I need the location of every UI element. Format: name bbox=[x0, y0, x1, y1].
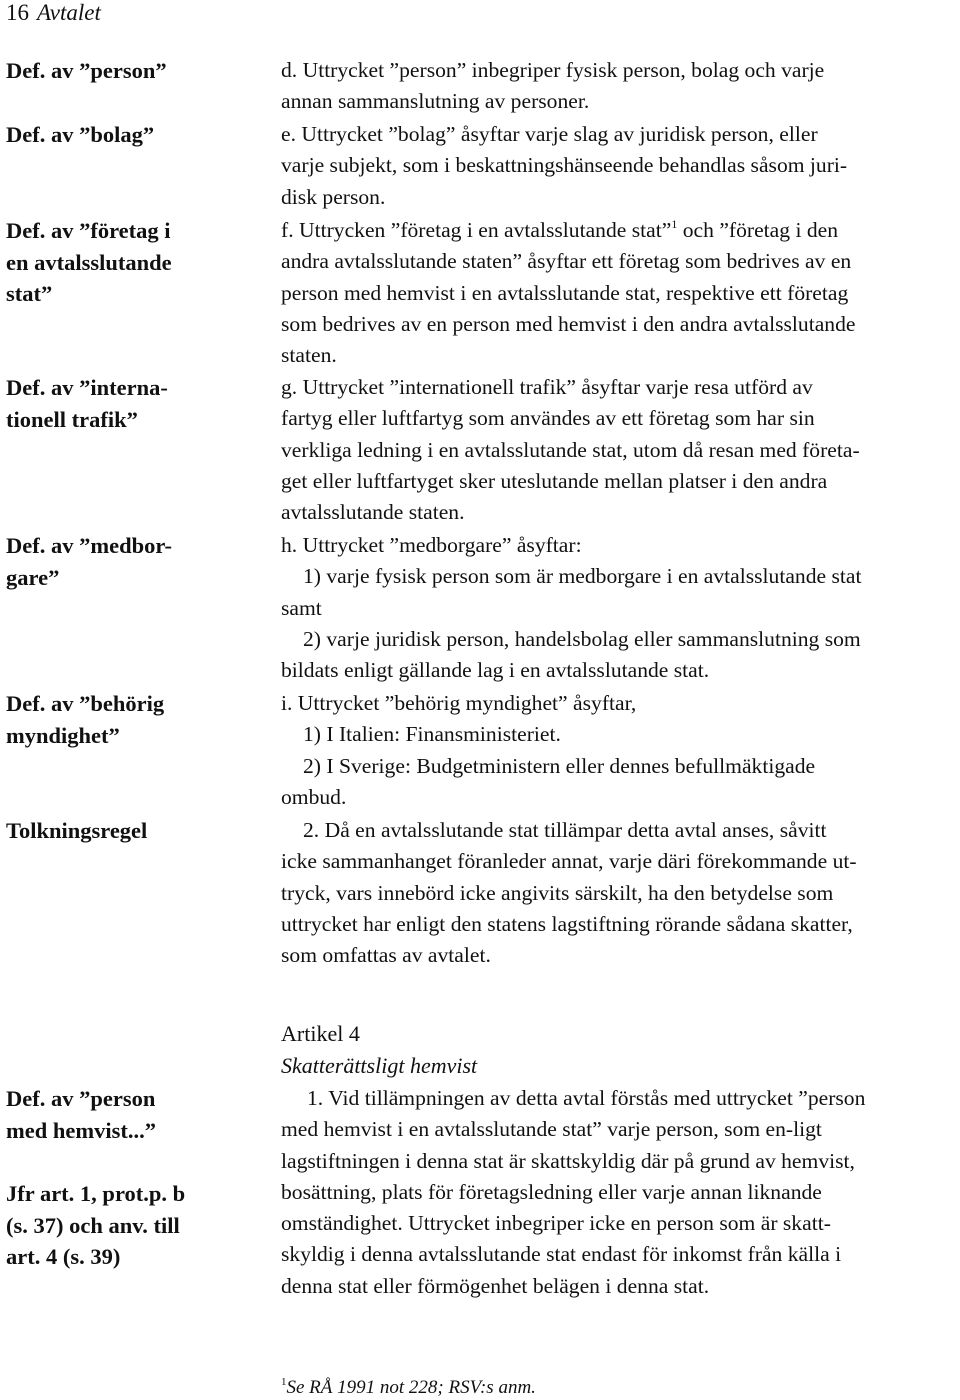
text-line: staten. bbox=[281, 343, 337, 368]
text-line: verkliga ledning i en avtalsslutande stat, utom då resan med företa- bbox=[281, 437, 860, 462]
paragraph-2 bbox=[281, 815, 956, 971]
margin-note-medborgare bbox=[6, 530, 172, 593]
margin-note-line: Def. av ”person bbox=[6, 1086, 156, 1111]
margin-note-line: Tolkningsregel bbox=[6, 818, 148, 843]
running-title: Avtalet bbox=[37, 0, 101, 25]
margin-note-person-med-hemvist bbox=[6, 1083, 156, 1146]
text-line: person med hemvist i en avtalsslutande stat, respektive ett företag bbox=[281, 280, 849, 305]
article-title: Artikel 4 bbox=[281, 1021, 360, 1046]
margin-note-person bbox=[6, 55, 167, 87]
page-number: 16 bbox=[6, 0, 29, 25]
text-line: 1) varje fysisk person som är medborgare i en avtalsslutande stat bbox=[303, 564, 862, 589]
margin-note-line: stat” bbox=[6, 281, 53, 306]
text-line: get eller luftfartyget sker uteslutande mellan platser i den andra bbox=[281, 468, 828, 493]
text-line: h. Uttrycket ”medborgare” åsyftar: bbox=[281, 533, 582, 557]
footnote-reference: 1 bbox=[671, 217, 678, 231]
text-line: fartyg eller luftfartyg som användes av ett företag som har sin bbox=[281, 406, 815, 431]
article-subtitle: Skatterättsligt hemvist bbox=[281, 1052, 478, 1078]
margin-note-tolkningsregel bbox=[6, 815, 147, 847]
text-line: 2) I Sverige: Budgetministern eller dennes befullmäktigade bbox=[303, 753, 816, 778]
text-line: 1. Vid tillämpningen av detta avtal förstås med uttrycket ”person bbox=[307, 1086, 866, 1110]
text-line: bosättning, plats för företagsledning eller varje annan liknande bbox=[281, 1179, 822, 1204]
text-line: g. Uttrycket ”internationell trafik” åsyftar varje resa utförd av bbox=[281, 375, 813, 399]
margin-note-line: en avtalsslutande bbox=[6, 249, 172, 275]
margin-note-internationell-trafik bbox=[6, 372, 168, 435]
margin-note-bolag bbox=[6, 119, 154, 151]
article-heading bbox=[281, 1018, 477, 1081]
text-line: disk person. bbox=[281, 184, 386, 209]
paragraph-e bbox=[281, 119, 956, 213]
footnote-text: Se RÅ 1991 not 228; RSV:s anm. bbox=[286, 1377, 536, 1398]
text-line: e. Uttrycket ”bolag” åsyftar varje slag av juridisk person, eller bbox=[281, 122, 818, 146]
margin-note-line: Def. av ”bolag” bbox=[6, 122, 155, 147]
text-line: 1) I Italien: Finansministeriet. bbox=[303, 722, 561, 747]
text-line: med hemvist i en avtalsslutande stat” varje person, som en-ligt bbox=[281, 1117, 822, 1142]
text-line: som omfattas av avtalet. bbox=[281, 943, 491, 968]
margin-note-line: myndighet” bbox=[6, 722, 120, 748]
text-line: andra avtalsslutande staten” åsyftar ett företag som bedrives av en bbox=[281, 249, 852, 274]
text-segment: f. Uttrycken ”företag i en avtalsslutande stat” bbox=[281, 218, 672, 242]
margin-note-line: Def. av ”person” bbox=[6, 58, 167, 83]
paragraph-i bbox=[281, 688, 956, 813]
paragraph-h bbox=[281, 530, 956, 686]
margin-note-jfr bbox=[6, 1178, 185, 1273]
text-line: denna stat eller förmögenhet belägen i denna stat. bbox=[281, 1273, 710, 1298]
text-line: uttrycket har enligt den statens lagstiftning rörande sådana skatter, bbox=[281, 911, 853, 936]
margin-note-behorig-myndighet bbox=[6, 688, 164, 751]
margin-note-line: med hemvist...” bbox=[6, 1117, 156, 1143]
text-line bbox=[281, 215, 956, 246]
text-line: d. Uttrycket ”person” inbegriper fysisk person, bolag och varje bbox=[281, 58, 825, 82]
paragraph-f bbox=[281, 215, 956, 371]
margin-note-line: Def. av ”interna- bbox=[6, 375, 168, 400]
article-4-paragraph-1 bbox=[281, 1083, 956, 1302]
text-line: avtalsslutande staten. bbox=[281, 500, 465, 525]
text-segment: och ”företag i den bbox=[677, 218, 839, 242]
text-line: som bedrives av en person med hemvist i den andra avtalsslutande bbox=[281, 311, 856, 336]
margin-note-line: (s. 37) och anv. till bbox=[6, 1212, 180, 1238]
margin-note-line: Jfr art. 1, prot.p. b bbox=[6, 1181, 186, 1206]
text-line: icke sammanhanget föranleder annat, varje däri förekommande ut- bbox=[281, 849, 857, 874]
margin-note-line: tionell trafik” bbox=[6, 406, 138, 432]
margin-note-foretag bbox=[6, 215, 172, 310]
page-header bbox=[6, 0, 101, 26]
text-line: 2. Då en avtalsslutande stat tillämpar detta avtal anses, såvitt bbox=[303, 818, 827, 842]
text-line: annan sammanslutning av personer. bbox=[281, 89, 590, 114]
text-line: tryck, vars innebörd icke angivits särskilt, ha den betydelse som bbox=[281, 880, 834, 905]
text-line: omständighet. Uttrycket inbegriper icke en person som är skatt- bbox=[281, 1211, 831, 1236]
text-line: i. Uttrycket ”behörig myndighet” åsyftar, bbox=[281, 691, 637, 715]
footnote-marker: 1 bbox=[281, 1376, 287, 1388]
paragraph-d bbox=[281, 55, 956, 118]
margin-note-line: Def. av ”företag i bbox=[6, 218, 171, 243]
text-line: ombud. bbox=[281, 784, 347, 809]
margin-note-line: gare” bbox=[6, 564, 60, 590]
text-line: lagstiftningen i denna stat är skattskyldig där på grund av hemvist, bbox=[281, 1148, 855, 1173]
margin-note-line: Def. av ”medbor- bbox=[6, 533, 173, 558]
margin-note-line: Def. av ”behörig bbox=[6, 691, 165, 716]
text-line: 2) varje juridisk person, handelsbolag eller sammanslutning som bbox=[303, 626, 861, 651]
text-line: varje subjekt, som i beskattningshänseende behandlas såsom juri- bbox=[281, 153, 848, 178]
text-line: samt bbox=[281, 595, 322, 620]
paragraph-g bbox=[281, 372, 956, 528]
text-line: bildats enligt gällande lag i en avtalsslutande stat. bbox=[281, 658, 710, 683]
text-line: skyldig i denna avtalsslutande stat endast för inkomst från källa i bbox=[281, 1242, 842, 1267]
margin-note-line: art. 4 (s. 39) bbox=[6, 1244, 121, 1269]
